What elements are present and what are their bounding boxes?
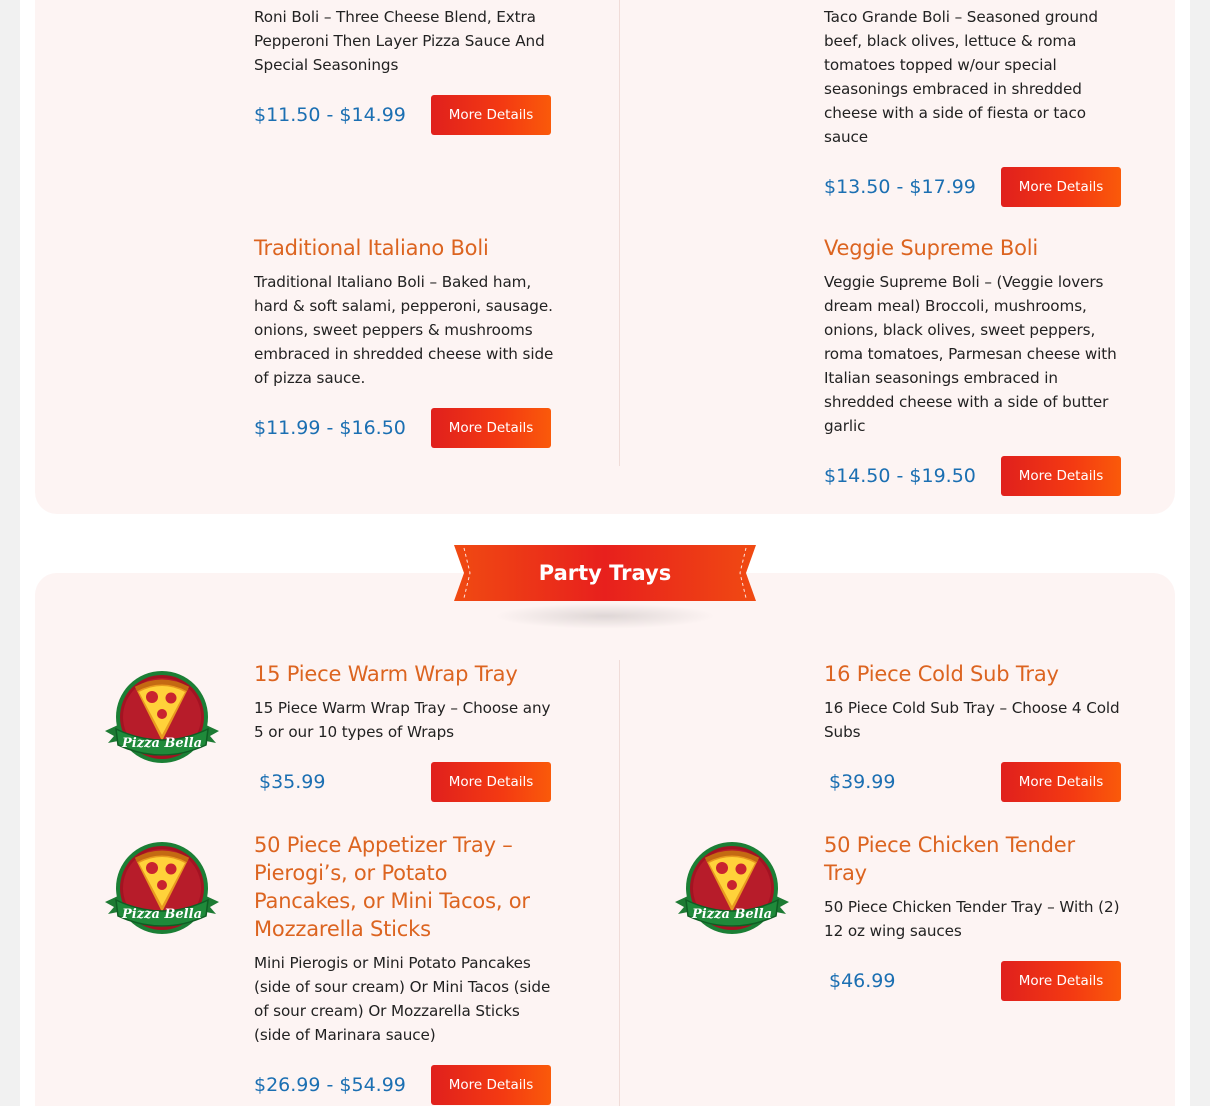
menu-item-warm-wrap-tray [254, 660, 554, 802]
more-details-button[interactable]: More Details [431, 95, 551, 135]
menu-item-cold-sub-tray [824, 660, 1124, 802]
column-divider [619, 660, 620, 1106]
more-details-button[interactable]: More Details [431, 762, 551, 802]
item-description: 16 Piece Cold Sub Tray – Choose 4 Cold Subs [824, 699, 1120, 741]
menu-item-veggie-supreme-boli [824, 234, 1124, 496]
item-title[interactable]: 50 Piece Chicken Tender Tray [824, 833, 1075, 885]
item-description: Traditional Italiano Boli – Baked ham, hard & soft salami, pepperoni, sausage. onions, sweet peppers & mushrooms embraced in shredded cheese with side of pizza sauce. [254, 273, 554, 387]
item-price: $14.50 - $19.50 [824, 465, 976, 487]
more-details-button[interactable]: More Details [1001, 961, 1121, 1001]
more-details-button[interactable]: More Details [431, 1065, 551, 1105]
price-row [824, 762, 1124, 802]
menu-item-taco-grande-boli [824, 5, 1124, 207]
column-divider [619, 0, 620, 466]
item-title[interactable]: Veggie Supreme Boli [824, 236, 1038, 260]
item-title[interactable]: 16 Piece Cold Sub Tray [824, 662, 1059, 686]
pizza-bella-logo-icon [672, 838, 792, 942]
menu-item-chicken-tender-tray [824, 831, 1124, 1001]
price-row [824, 456, 1124, 496]
page [20, 0, 1190, 1106]
item-description: 50 Piece Chicken Tender Tray – With (2) 12 oz wing sauces [824, 898, 1120, 940]
item-description: Mini Pierogis or Mini Potato Pancakes (side of sour cream) Or Mini Tacos (side of sour cream) Or Mozzarella Sticks (side of Marinara sauce) [254, 954, 551, 1044]
item-price: $35.99 [259, 771, 326, 793]
price-row [254, 408, 554, 448]
item-description: Veggie Supreme Boli – (Veggie lovers dream meal) Broccoli, mushrooms, onions, black olives, sweet peppers, roma tomatoes, Parmesan cheese with Italian seasonings embraced in shredded cheese with a side of butter garlic [824, 273, 1117, 435]
menu-item-appetizer-tray [254, 831, 554, 1105]
item-description: 15 Piece Warm Wrap Tray – Choose any 5 or our 10 types of Wraps [254, 699, 551, 741]
item-title[interactable]: 50 Piece Appetizer Tray – Pierogi’s, or Potato Pancakes, or Mini Tacos, or Mozzarella Sticks [254, 833, 530, 941]
item-price: $13.50 - $17.99 [824, 176, 976, 198]
section-heading: Party Trays [538, 561, 672, 585]
item-price: $11.99 - $16.50 [254, 417, 406, 439]
pizza-bella-logo-icon [102, 838, 222, 942]
more-details-button[interactable]: More Details [1001, 456, 1121, 496]
menu-item-roni-boli [254, 5, 554, 135]
pizza-bella-logo-icon [102, 667, 222, 771]
item-title[interactable]: 15 Piece Warm Wrap Tray [254, 662, 518, 686]
item-price: $26.99 - $54.99 [254, 1074, 406, 1096]
price-row [824, 961, 1124, 1001]
item-title[interactable]: Traditional Italiano Boli [254, 236, 489, 260]
banner-shadow [494, 603, 716, 629]
item-description: Taco Grande Boli – Seasoned ground beef, black olives, lettuce & roma tomatoes topped w/our special seasonings embraced in shredded cheese with a side of fiesta or taco sauce [824, 8, 1098, 146]
more-details-button[interactable]: More Details [431, 408, 551, 448]
more-details-button[interactable]: More Details [1001, 167, 1121, 207]
more-details-button[interactable]: More Details [1001, 762, 1121, 802]
price-row [824, 167, 1124, 207]
price-row [254, 1065, 554, 1105]
menu-item-traditional-italiano-boli [254, 234, 554, 448]
item-description: Roni Boli – Three Cheese Blend, Extra Pepperoni Then Layer Pizza Sauce And Special Seasonings [254, 8, 545, 74]
price-row [254, 762, 554, 802]
price-row [254, 95, 554, 135]
item-price: $11.50 - $14.99 [254, 104, 406, 126]
item-price: $39.99 [829, 771, 896, 793]
item-price: $46.99 [829, 970, 896, 992]
party-trays-banner [454, 545, 756, 601]
